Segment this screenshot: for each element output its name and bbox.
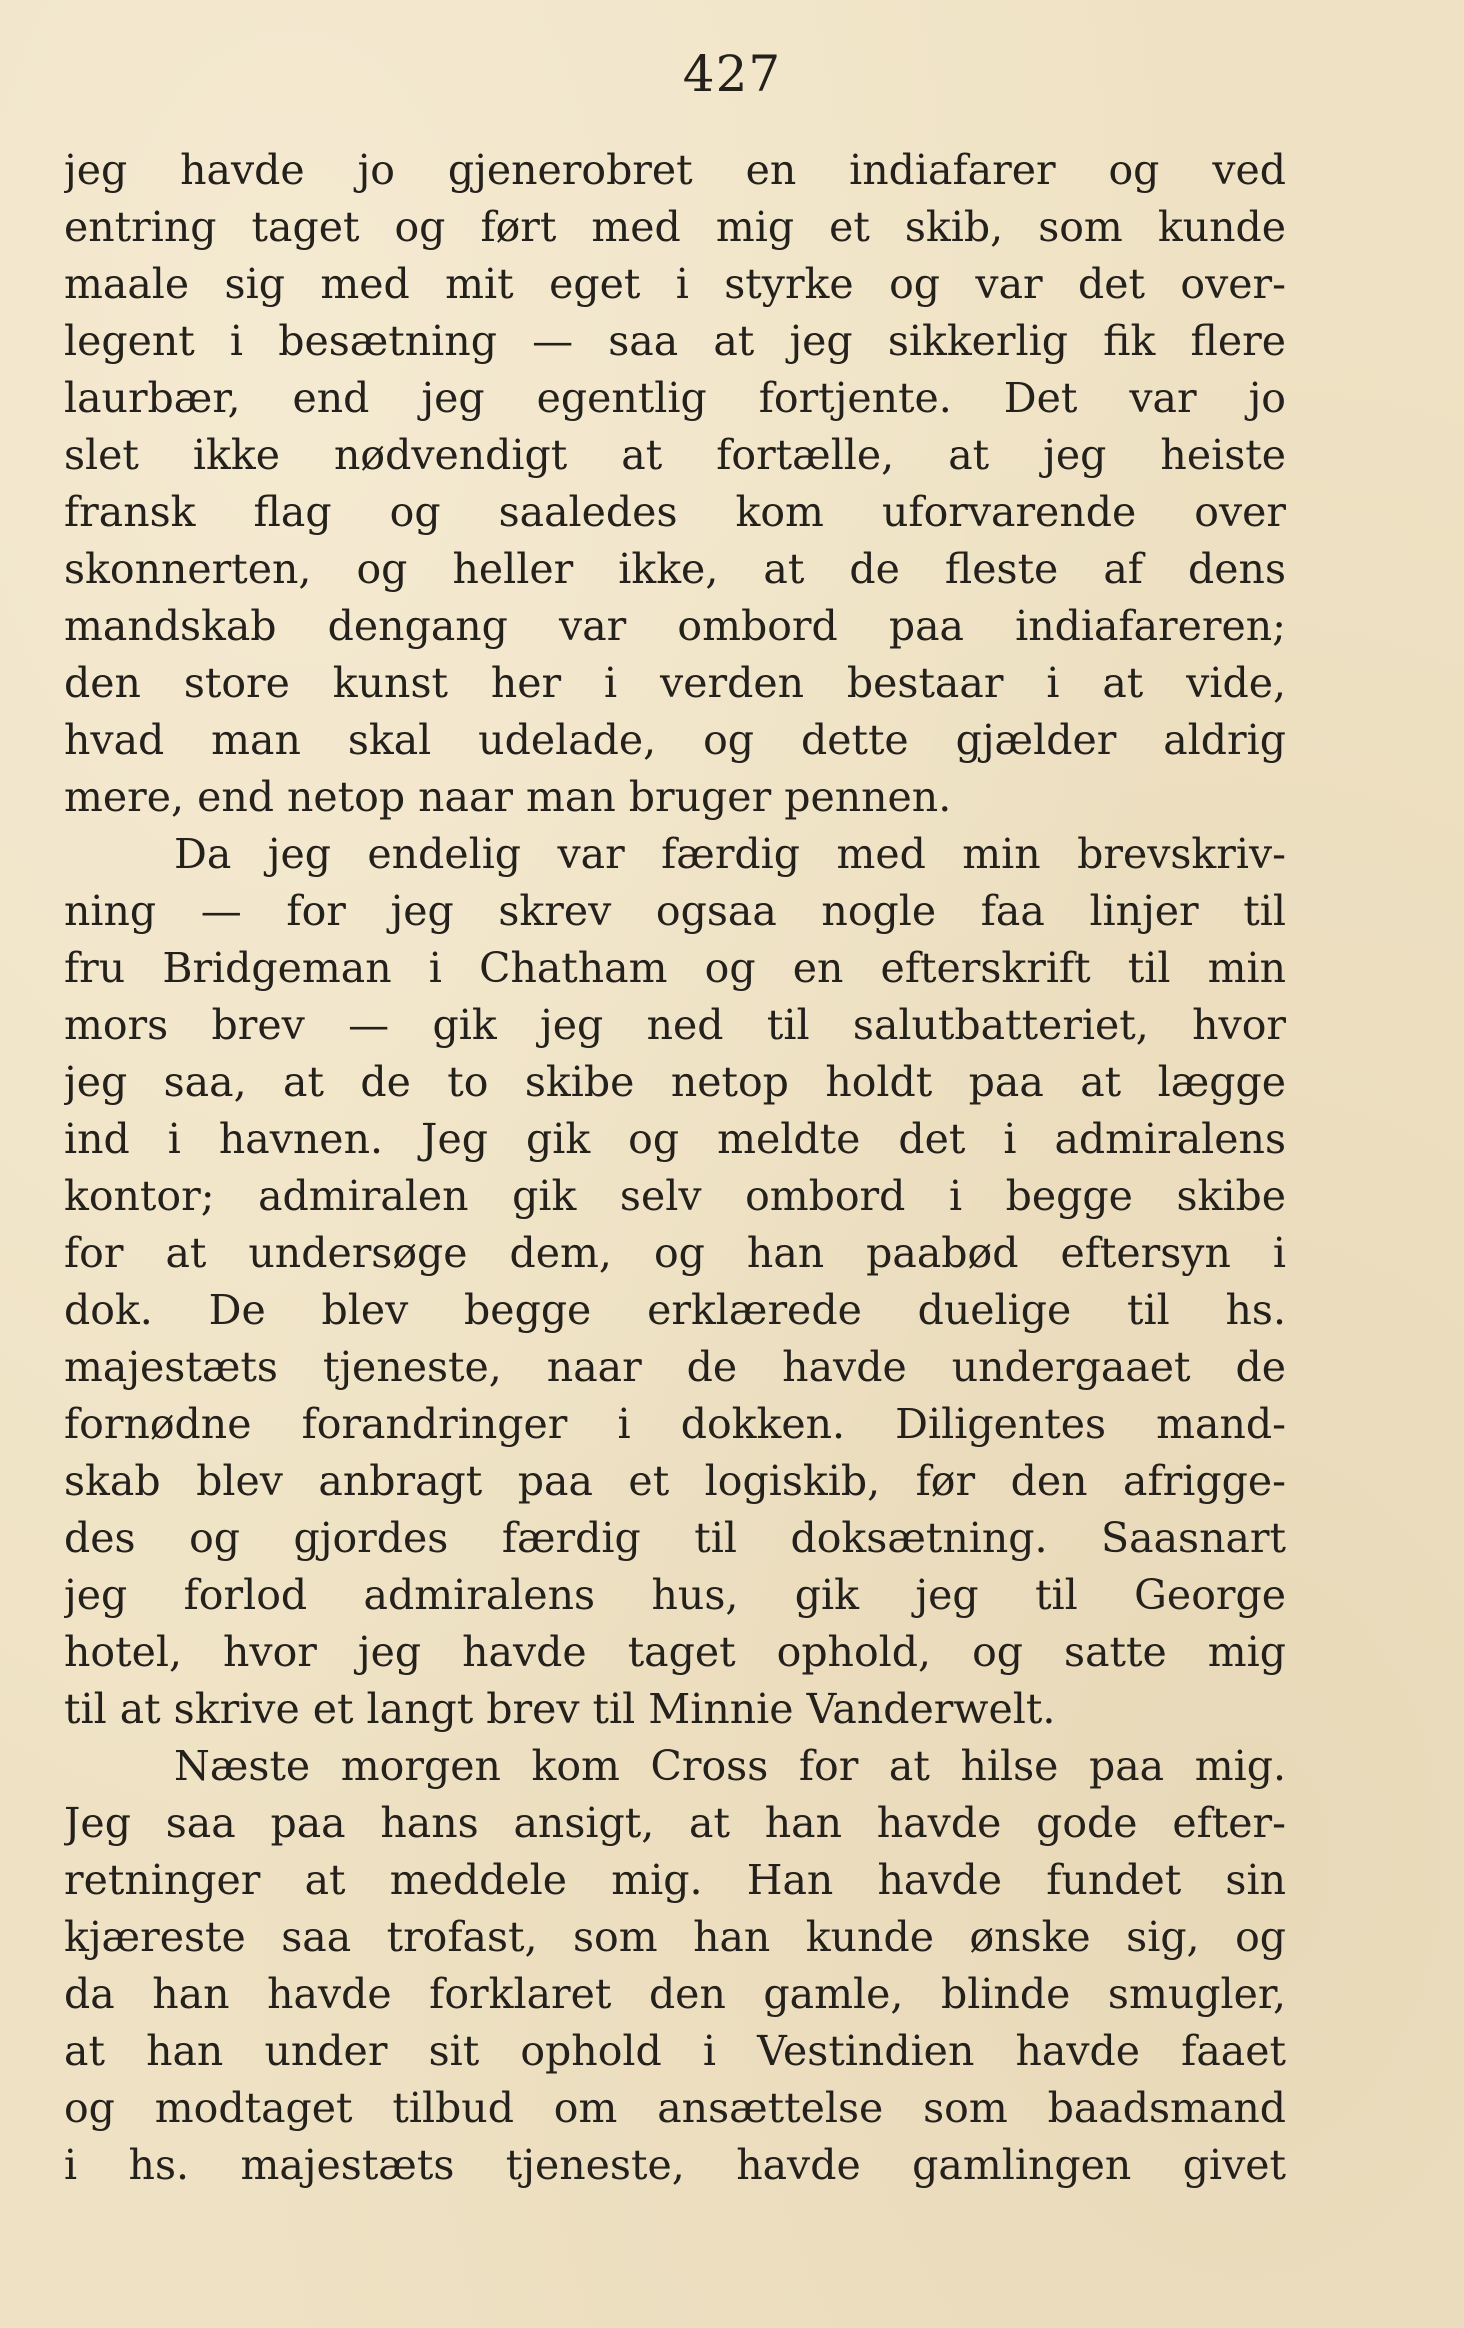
text-line: mandskab dengang var ombord paa indiafareren; bbox=[64, 602, 1286, 650]
text-line: jeg saa, at de to skibe netop holdt paa at lægge bbox=[64, 1058, 1286, 1106]
text-line: Da jeg endelig var færdig med min brevskriv- bbox=[174, 830, 1286, 878]
text-line: jeg havde jo gjenerobret en indiafarer og ved bbox=[64, 146, 1286, 194]
text-line: skab blev anbragt paa et logiskib, før den afrigge- bbox=[64, 1457, 1286, 1505]
text-line: til at skrive et langt brev til Minnie Vanderwelt. bbox=[64, 1685, 1056, 1733]
text-line: kontor; admiralen gik selv ombord i begge skibe bbox=[64, 1172, 1286, 1220]
text-line: i hs. majestæts tjeneste, havde gamlingen givet bbox=[64, 2141, 1286, 2189]
text-line: mors brev — gik jeg ned til salutbatteriet, hvor bbox=[64, 1001, 1286, 1049]
text-line: entring taget og ført med mig et skib, som kunde bbox=[64, 203, 1286, 251]
text-line: for at undersøge dem, og han paabød eftersyn i bbox=[64, 1229, 1286, 1277]
text-line: fornødne forandringer i dokken. Diligentes mand- bbox=[64, 1400, 1286, 1448]
body-text bbox=[64, 142, 1286, 2194]
text-line: laurbær, end jeg egentlig fortjente. Det var jo bbox=[64, 374, 1286, 422]
text-line: maale sig med mit eget i styrke og var det over- bbox=[64, 260, 1286, 308]
text-line: og modtaget tilbud om ansættelse som baadsmand bbox=[64, 2084, 1286, 2132]
text-line: kjæreste saa trofast, som han kunde ønske sig, og bbox=[64, 1913, 1286, 1961]
text-line: skonnerten, og heller ikke, at de fleste af dens bbox=[64, 545, 1286, 593]
text-line: fransk flag og saaledes kom uforvarende over bbox=[64, 488, 1286, 536]
text-line: ning — for jeg skrev ogsaa nogle faa linjer til bbox=[64, 887, 1286, 935]
text-line: legent i besætning — saa at jeg sikkerlig fik flere bbox=[64, 317, 1286, 365]
page-number: 427 bbox=[682, 45, 782, 103]
text-line: des og gjordes færdig til doksætning. Saasnart bbox=[64, 1514, 1286, 1562]
text-line: jeg forlod admiralens hus, gik jeg til George bbox=[64, 1571, 1286, 1619]
text-line: ind i havnen. Jeg gik og meldte det i admiralens bbox=[64, 1115, 1286, 1163]
text-line: retninger at meddele mig. Han havde fundet sin bbox=[64, 1856, 1286, 1904]
text-line: at han under sit ophold i Vestindien havde faaet bbox=[64, 2027, 1286, 2075]
text-line: den store kunst her i verden bestaar i at vide, bbox=[64, 659, 1286, 707]
text-line: Jeg saa paa hans ansigt, at han havde gode efter- bbox=[64, 1799, 1286, 1847]
text-line: majestæts tjeneste, naar de havde undergaaet de bbox=[64, 1343, 1286, 1391]
text-line: dok. De blev begge erklærede duelige til hs. bbox=[64, 1286, 1286, 1334]
text-line: hotel, hvor jeg havde taget ophold, og satte mig bbox=[64, 1628, 1286, 1676]
text-line: fru Bridgeman i Chatham og en efterskrift til min bbox=[64, 944, 1286, 992]
text-line: da han havde forklaret den gamle, blinde smugler, bbox=[64, 1970, 1286, 2018]
text-line: mere, end netop naar man bruger pennen. bbox=[64, 773, 952, 821]
text-line: Næste morgen kom Cross for at hilse paa mig. bbox=[174, 1742, 1286, 1790]
text-line: slet ikke nødvendigt at fortælle, at jeg heiste bbox=[64, 431, 1286, 479]
text-line: hvad man skal udelade, og dette gjælder aldrig bbox=[64, 716, 1286, 764]
